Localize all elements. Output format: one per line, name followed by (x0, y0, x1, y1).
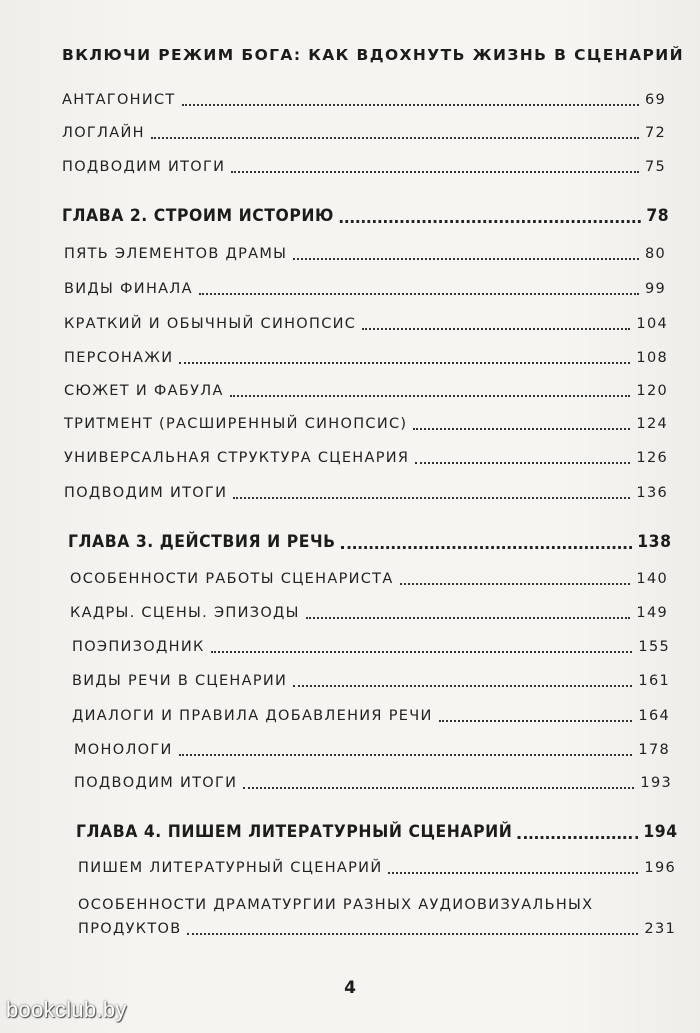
toc-entry-multiline (78, 897, 676, 937)
toc-entry (74, 742, 670, 758)
chapter-page: 138 (637, 532, 672, 552)
toc-entry (64, 450, 668, 466)
page-number: 4 (344, 978, 356, 998)
entry-page: 193 (640, 775, 672, 791)
entry-page: 140 (636, 571, 668, 587)
toc-chapter (62, 206, 669, 226)
entry-page: 72 (644, 125, 666, 141)
entry-title: ЛОГЛАЙН (62, 125, 145, 141)
site-watermark: bookclub.by (6, 997, 127, 1022)
entry-page: 231 (644, 921, 676, 937)
toc-entry (72, 708, 670, 724)
entry-page: 136 (636, 485, 668, 501)
entry-page: 75 (644, 159, 666, 175)
entry-title-continued-row (78, 921, 676, 937)
entry-title: УНИВЕРСАЛЬНАЯ СТРУКТУРА СЦЕНАРИЯ (64, 450, 410, 466)
entry-page: 164 (638, 708, 670, 724)
toc-entry (64, 383, 668, 399)
toc-entry (62, 92, 666, 108)
entry-title: ПЯТЬ ЭЛЕМЕНТОВ ДРАМЫ (64, 246, 288, 262)
toc-entry (64, 316, 668, 332)
toc-entry (62, 159, 666, 175)
entry-page: 126 (636, 450, 668, 466)
entry-title: КАДРЫ. СЦЕНЫ. ЭПИЗОДЫ (70, 605, 300, 621)
toc-entry (72, 639, 670, 655)
leader-dots (293, 258, 639, 260)
leader-dots (306, 617, 631, 619)
entry-title-continued: ПРОДУКТОВ (78, 921, 182, 937)
entry-title: ПОДВОДИМ ИТОГИ (64, 485, 228, 501)
entry-title: ПИШЕМ ЛИТЕРАТУРНЫЙ СЦЕНАРИЙ (78, 860, 383, 876)
entry-page: 124 (636, 416, 668, 432)
leader-dots (230, 395, 631, 397)
toc-entry (74, 775, 672, 791)
entry-page: 120 (636, 383, 668, 399)
entry-title: АНТАГОНИСТ (62, 92, 176, 108)
chapter-page: 78 (646, 206, 670, 226)
leader-dots (179, 754, 633, 756)
leader-dots (231, 171, 639, 173)
toc-entry (64, 485, 668, 501)
toc-chapter (76, 822, 678, 842)
entry-title: ОСОБЕННОСТИ РАБОТЫ СЦЕНАРИСТА (70, 571, 394, 587)
leader-dots (233, 497, 630, 499)
entry-title: ОСОБЕННОСТИ ДРАМАТУРГИИ РАЗНЫХ АУДИОВИЗУАЛЬНЫХ (78, 897, 594, 913)
entry-page: 80 (644, 246, 666, 262)
leader-dots (413, 428, 630, 430)
toc-entry (70, 605, 668, 621)
leader-dots (199, 293, 639, 295)
chapter-title: ГЛАВА 2. СТРОИМ ИСТОРИЮ (62, 206, 334, 226)
chapter-page: 194 (643, 822, 678, 842)
entry-title: ПОДВОДИМ ИТОГИ (62, 159, 226, 175)
chapter-title: ГЛАВА 4. ПИШЕМ ЛИТЕРАТУРНЫЙ СЦЕНАРИЙ (76, 822, 513, 842)
entry-title: ВИДЫ РЕЧИ В СЦЕНАРИИ (72, 673, 288, 689)
leader-dots (187, 933, 638, 935)
leader-dots (293, 685, 632, 687)
entry-title: ТРИТМЕНТ (РАСШИРЕННЫЙ СИНОПСИС) (64, 416, 408, 432)
entry-page: 149 (636, 605, 668, 621)
toc-entry (72, 673, 670, 689)
entry-title: ВИДЫ ФИНАЛА (64, 281, 193, 297)
toc-entry (64, 281, 666, 297)
toc-entry (64, 416, 668, 432)
leader-dots (151, 137, 639, 139)
entry-title: ПОЭПИЗОДНИК (72, 639, 205, 655)
entry-page: 178 (638, 742, 670, 758)
entry-page: 104 (636, 316, 668, 332)
leader-dots (182, 104, 639, 106)
entry-page: 108 (636, 350, 668, 366)
leader-dots (211, 651, 633, 653)
entry-title: ДИАЛОГИ И ПРАВИЛА ДОБАВЛЕНИЯ РЕЧИ (72, 708, 433, 724)
entry-title: СЮЖЕТ И ФАБУЛА (64, 383, 224, 399)
chapter-title: ГЛАВА 3. ДЕЙСТВИЯ И РЕЧЬ (68, 532, 336, 552)
entry-page: 99 (644, 281, 666, 297)
leader-dots (341, 546, 632, 549)
leader-dots (439, 720, 633, 722)
leader-dots (518, 836, 638, 839)
toc-entry (64, 246, 666, 262)
leader-dots (400, 583, 631, 585)
leader-dots (362, 328, 630, 330)
leader-dots (415, 462, 630, 464)
entry-title: КРАТКИЙ И ОБЫЧНЫЙ СИНОПСИС (64, 316, 357, 332)
leader-dots (388, 872, 638, 874)
entry-page: 161 (638, 673, 670, 689)
entry-page: 155 (638, 639, 670, 655)
entry-page: 69 (644, 92, 666, 108)
entry-page: 196 (644, 860, 676, 876)
toc-entry (78, 860, 676, 876)
leader-dots (243, 787, 634, 789)
leader-dots (339, 220, 640, 223)
toc-chapter (68, 532, 672, 552)
entry-title: ПОДВОДИМ ИТОГИ (74, 775, 238, 791)
entry-title: ПЕРСОНАЖИ (64, 350, 174, 366)
toc-entry (70, 571, 668, 587)
section-header: ВКЛЮЧИ РЕЖИМ БОГА: КАК ВДОХНУТЬ ЖИЗНЬ В СЦЕНАРИЙ (62, 46, 684, 64)
leader-dots (179, 362, 630, 364)
toc-entry (64, 350, 668, 366)
toc-entry (62, 125, 666, 141)
entry-title: МОНОЛОГИ (74, 742, 173, 758)
